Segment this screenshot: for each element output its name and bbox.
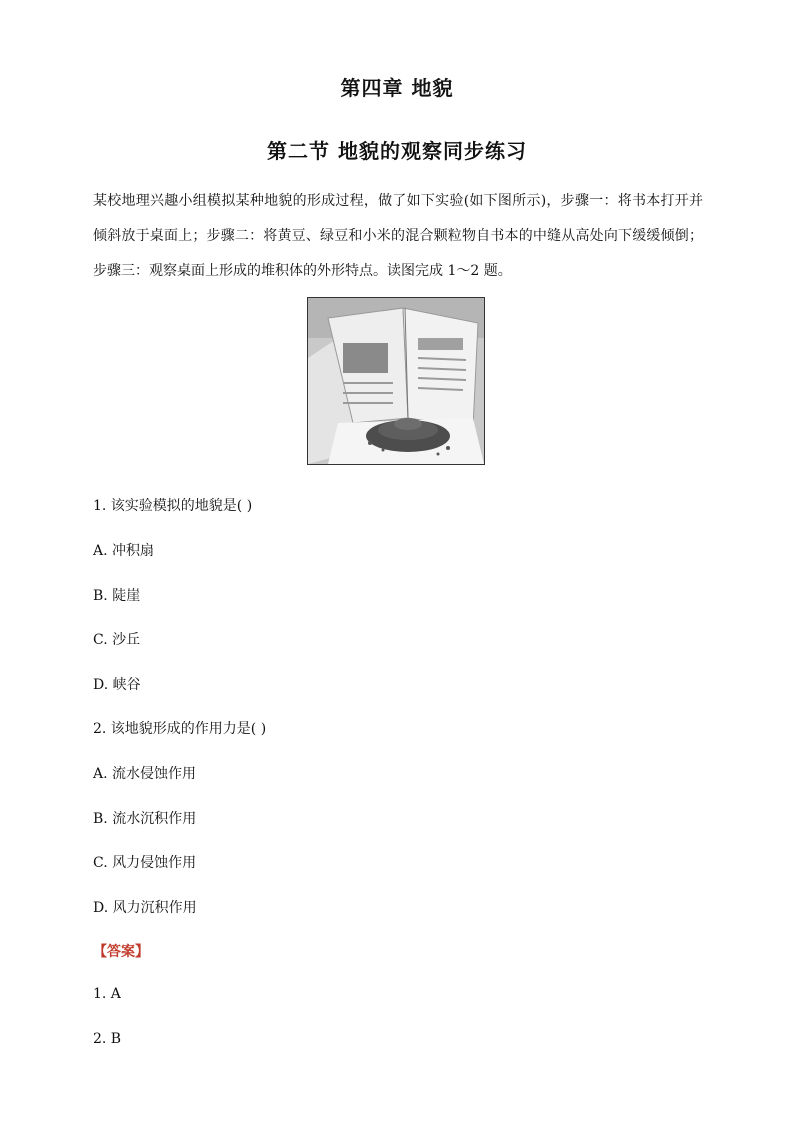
- question-1-option-d: D. 峡谷: [93, 677, 141, 693]
- experiment-photo: [307, 297, 485, 465]
- answer-2: 2. B: [93, 1031, 122, 1047]
- question-2-option-d: D. 风力沉积作用: [93, 900, 197, 916]
- question-1-stem: 1. 该实验模拟的地貌是( ): [93, 498, 253, 514]
- question-2-option-b: B. 流水沉积作用: [93, 811, 197, 827]
- section-title: 第二节 地貌的观察同步练习: [267, 139, 527, 163]
- question-2-stem: 2. 该地貌形成的作用力是( ): [93, 721, 267, 737]
- chapter-title: 第四章 地貌: [340, 76, 454, 100]
- question-1-option-c: C. 沙丘: [93, 632, 141, 648]
- question-1-option-b: B. 陡崖: [93, 588, 141, 604]
- question-1-option-a: A. 冲积扇: [93, 543, 155, 559]
- answer-1: 1. A: [93, 986, 121, 1002]
- answer-label: 【答案】: [93, 944, 149, 960]
- question-2-option-a: A. 流水侵蚀作用: [93, 766, 197, 782]
- question-2-option-c: C. 风力侵蚀作用: [93, 855, 197, 871]
- experiment-photo-illustration: [308, 298, 484, 464]
- intro-paragraph: 某校地理兴趣小组模拟某种地貌的形成过程，做了如下实验(如下图所示)，步骤一：将书本打开并倾斜放于桌面上；步骤二：将黄豆、绿豆和小米的混合颗粒物自书本的中缝从高处向下缓缓倾倒；步骤三：观察桌面上形成的堆积体的外形特点。读图完成 1～2 题。: [93, 193, 703, 279]
